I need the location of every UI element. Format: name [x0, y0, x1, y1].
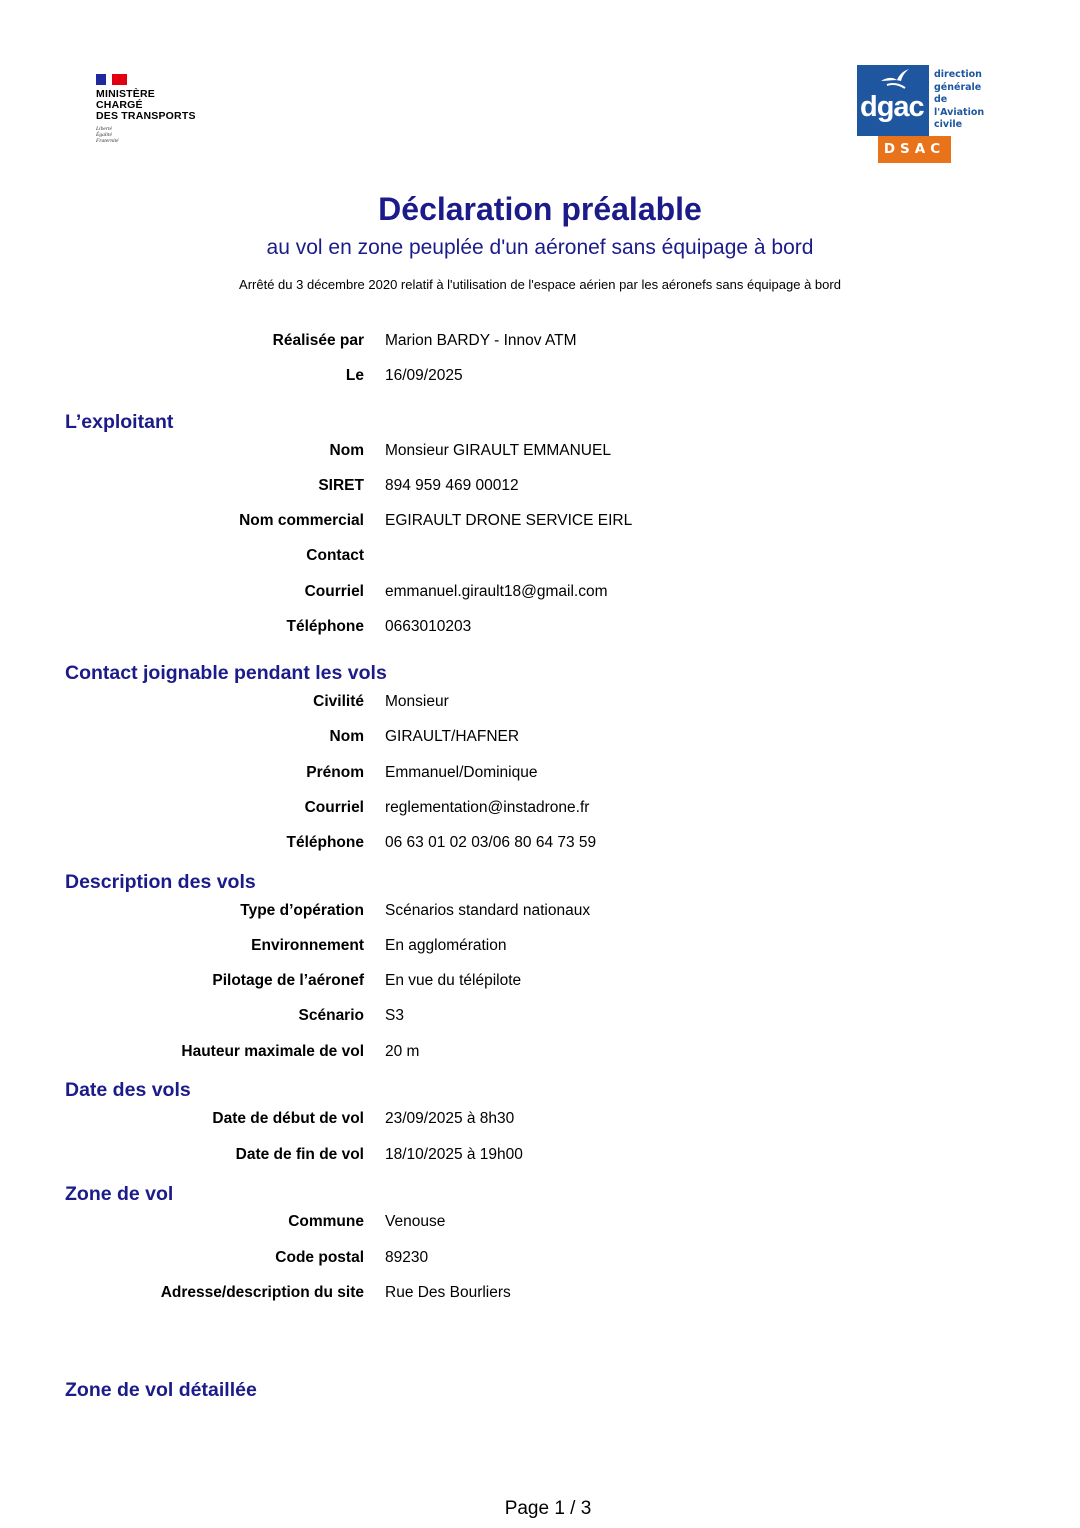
field-value: Scénarios standard nationaux: [385, 902, 591, 919]
field-value: Emmanuel/Dominique: [385, 764, 538, 781]
field-value: En agglomération: [385, 937, 507, 954]
section-heading: Zone de vol détaillée: [65, 1379, 257, 1401]
field-row: [0, 1007, 1080, 1029]
section-heading: Zone de vol: [65, 1183, 174, 1205]
field-label: Civilité: [313, 693, 364, 710]
document-title: Déclaration préalable: [378, 191, 702, 227]
field-row: [0, 1213, 1080, 1235]
field-label: Date de début de vol: [212, 1110, 364, 1127]
field-row: [0, 512, 1080, 534]
field-value: Marion BARDY - Innov ATM: [385, 332, 577, 349]
field-row: [0, 1249, 1080, 1271]
field-row: [0, 1284, 1080, 1306]
republic-motto: Liberté Égalité Fraternité: [96, 126, 119, 144]
field-value: 20 m: [385, 1043, 420, 1060]
field-label: Contact: [306, 547, 364, 564]
field-label: Réalisée par: [272, 332, 364, 349]
field-value: GIRAULT/HAFNER: [385, 728, 520, 745]
field-label: Le: [345, 367, 364, 384]
field-label: Téléphone: [286, 834, 364, 851]
field-label: Code postal: [275, 1249, 364, 1266]
document-subtitle: au vol en zone peuplée d'un aéronef sans équipage à bord: [266, 236, 814, 259]
field-label: SIRET: [318, 477, 364, 494]
field-row: [0, 764, 1080, 786]
ministry-name: MINISTÈRE CHARGÉ DES TRANSPORTS: [96, 88, 196, 122]
field-label: Scénario: [298, 1007, 364, 1024]
field-value: reglementation@instadrone.fr: [385, 799, 590, 816]
field-value: 89230: [385, 1249, 429, 1266]
field-row: [0, 367, 1080, 389]
section-heading: L’exploitant: [65, 411, 174, 433]
field-value: EGIRAULT DRONE SERVICE EIRL: [385, 512, 633, 529]
dgac-logo: [857, 65, 997, 165]
field-value: 894 959 469 00012: [385, 477, 519, 494]
field-row: [0, 1043, 1080, 1065]
field-label: Date de fin de vol: [235, 1146, 364, 1163]
ministry-logo: [96, 74, 196, 144]
field-label: Environnement: [251, 937, 364, 954]
field-value: Monsieur: [385, 693, 449, 710]
field-label: Courriel: [304, 799, 364, 816]
field-row: [0, 1146, 1080, 1168]
field-value: 0663010203: [385, 618, 472, 635]
legal-reference: Arrêté du 3 décembre 2020 relatif à l'utilisation de l'espace aérien par les aéronefs sans équipage à bord: [239, 277, 841, 292]
field-row: [0, 1110, 1080, 1132]
field-value: Venouse: [385, 1213, 446, 1230]
field-value: 18/10/2025 à 19h00: [385, 1146, 523, 1163]
dsac-badge: DSAC: [878, 136, 951, 163]
dgac-wordmark: dgac: [860, 91, 924, 123]
field-row: [0, 902, 1080, 924]
field-label: Hauteur maximale de vol: [181, 1043, 364, 1060]
field-label: Nom commercial: [239, 512, 364, 529]
field-row: [0, 332, 1080, 354]
page-number: Page 1 / 3: [504, 1498, 592, 1519]
field-label: Commune: [288, 1213, 364, 1230]
field-value: Rue Des Bourliers: [385, 1284, 511, 1301]
field-label: Téléphone: [286, 618, 364, 635]
field-value: emmanuel.girault18@gmail.com: [385, 583, 608, 600]
field-label: Pilotage de l’aéronef: [212, 972, 364, 989]
dgac-logo-box: [857, 65, 929, 136]
french-flag-icon: [96, 74, 127, 85]
field-value: 23/09/2025 à 8h30: [385, 1110, 515, 1127]
field-label: Nom: [329, 728, 364, 745]
field-row: [0, 583, 1080, 605]
field-value: Monsieur GIRAULT EMMANUEL: [385, 442, 611, 459]
field-label: Prénom: [306, 764, 364, 781]
field-row: [0, 618, 1080, 640]
section-heading: Date des vols: [65, 1079, 191, 1101]
field-label: Courriel: [304, 583, 364, 600]
field-row: [0, 693, 1080, 715]
field-row: [0, 442, 1080, 464]
field-row: [0, 477, 1080, 499]
field-value: En vue du télépilote: [385, 972, 522, 989]
field-row: [0, 547, 1080, 569]
dgac-side-text: direction générale de l'Aviation civile: [934, 69, 985, 130]
field-value: 16/09/2025: [385, 367, 463, 384]
field-row: [0, 972, 1080, 994]
field-row: [0, 937, 1080, 959]
field-row: [0, 799, 1080, 821]
field-value: S3: [385, 1007, 404, 1024]
field-label: Type d’opération: [240, 902, 364, 919]
bird-icon: [877, 67, 911, 91]
field-row: [0, 834, 1080, 856]
field-label: Nom: [329, 442, 364, 459]
field-value: 06 63 01 02 03/06 80 64 73 59: [385, 834, 597, 851]
section-heading: Contact joignable pendant les vols: [65, 662, 387, 684]
field-label: Adresse/description du site: [160, 1284, 364, 1301]
field-row: [0, 728, 1080, 750]
section-heading: Description des vols: [65, 871, 256, 893]
